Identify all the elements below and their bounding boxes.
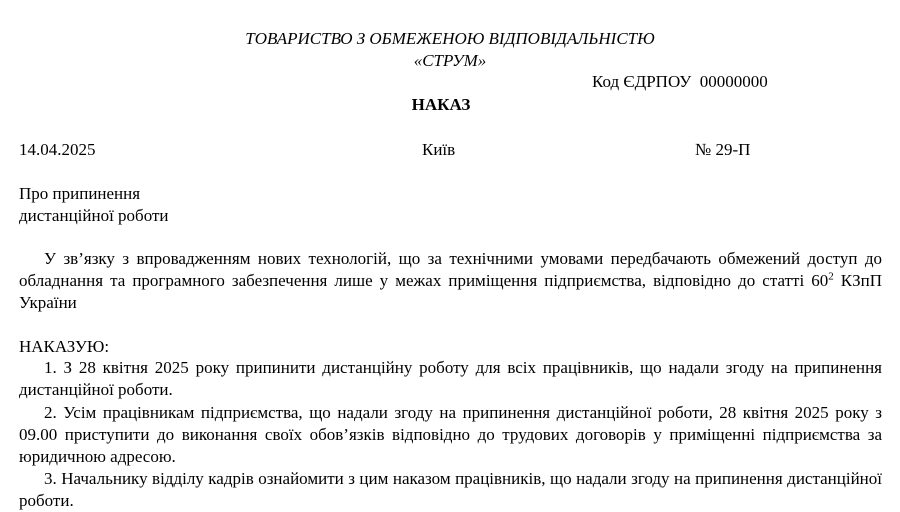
- document-date: 14.04.2025: [19, 140, 96, 159]
- order-heading: НАКАЗУЮ:: [19, 337, 110, 356]
- document-type-title: НАКАЗ: [411, 95, 471, 114]
- order-item-1: 1. З 28 квітня 2025 року припинити дистанційну роботу для всіх працівників, що надали згоду на припинення дистанційної роботи.: [19, 358, 882, 399]
- edrpou-code: Код ЄДРПОУ 00000000: [592, 72, 768, 91]
- subject-line-1: Про припинення: [19, 184, 141, 203]
- document-subject: [19, 183, 169, 227]
- organization-short-name: «СТРУМ»: [413, 51, 487, 70]
- organization-name: ТОВАРИСТВО З ОБМЕЖЕНОЮ ВІДПОВІДАЛЬНІСТЮ: [245, 29, 655, 48]
- document-meta-row: [0, 140, 900, 160]
- preamble-paragraph: [19, 248, 882, 314]
- article-superscript: 2: [828, 270, 834, 283]
- preamble-text: У зв’язку з впровадженням нових технологій, що за технічними умовами передбачають обмежений доступ до обладнання та програмного забезпечення лише у межах приміщення підприємства, відповідно до статті 60: [19, 249, 882, 290]
- order-item-3: 3. Начальнику відділу кадрів ознайомити з цим наказом працівників, що надали згоду на припинення дистанційної роботи.: [19, 469, 882, 510]
- subject-line-2: дистанційної роботи: [19, 206, 169, 225]
- document-city: Київ: [422, 140, 456, 159]
- preamble-tail: КЗпП України: [19, 271, 882, 312]
- order-item-2: 2. Усім працівникам підприємства, що надали згоду на припинення дистанційної роботи, 28 квітня 2025 року з 09.00 приступити до виконання своїх обов’язків відповідно до трудових договорів у приміщенні підприємства за юридичною адресою.: [19, 403, 882, 466]
- document-number: № 29-П: [695, 140, 751, 159]
